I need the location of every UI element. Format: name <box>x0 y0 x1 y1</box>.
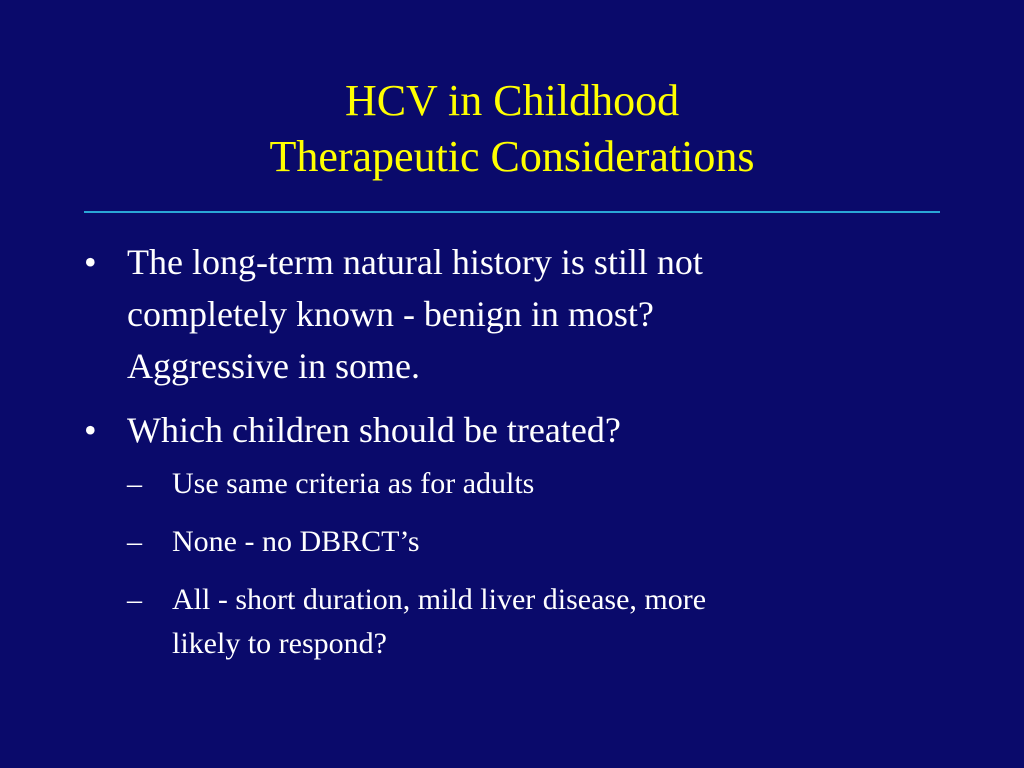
bullet-marker: • <box>84 410 97 450</box>
bullet-item-natural-history <box>84 236 924 392</box>
title-line-1: HCV in Childhood <box>344 76 680 125</box>
dash-marker: – <box>127 583 142 616</box>
title-line-2: Therapeutic Considerations <box>269 132 755 181</box>
bullet-item-which-children <box>84 404 924 666</box>
title-divider <box>84 211 940 213</box>
sub-bullet-text-line: None - no DBRCT’s <box>172 525 420 558</box>
sub-bullet-all <box>127 578 924 666</box>
slide-title <box>0 73 1024 185</box>
dash-marker: – <box>127 525 142 558</box>
sub-bullet-text-line: likely to respond? <box>172 627 387 660</box>
bullet-list <box>84 236 924 680</box>
sub-bullet-text-line: All - short duration, mild liver disease, more <box>172 583 707 616</box>
sub-bullet-text-line: Use same criteria as for adults <box>172 467 535 500</box>
sub-bullet-list <box>127 462 924 666</box>
bullet-text-line: completely known - benign in most? <box>127 294 654 334</box>
bullet-text-line: Aggressive in some. <box>127 346 420 386</box>
bullet-text-line: Which children should be treated? <box>127 410 621 450</box>
bullet-marker: • <box>84 242 97 282</box>
sub-bullet-same-criteria <box>127 462 924 506</box>
sub-bullet-none <box>127 520 924 564</box>
bullet-text-line: The long-term natural history is still not <box>127 242 703 282</box>
dash-marker: – <box>127 467 142 500</box>
